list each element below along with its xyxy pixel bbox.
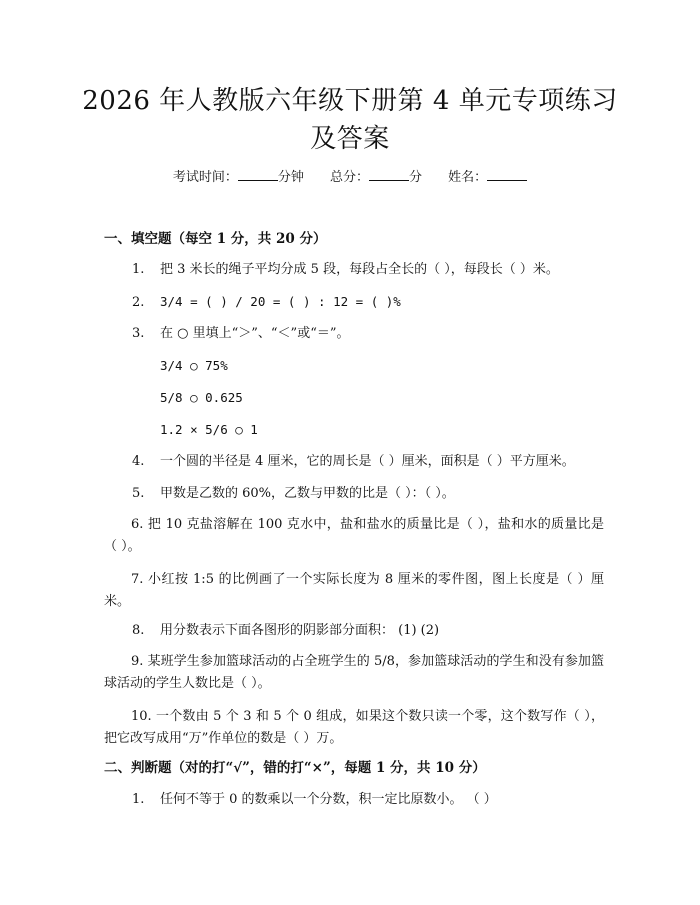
exam-time [173, 167, 304, 188]
question-number: 1. [132, 792, 145, 807]
question-text: 甲数是乙数的 60%，乙数与甲数的比是（ ）：（ ）。 [160, 486, 455, 501]
question-1-3-item-a: 3/4 ○ 75% [160, 358, 228, 373]
question-text: 在 ○ 里填上“＞”、“＜”或“＝”。 [160, 326, 350, 341]
question-text: 用分数表示下面各图形的阴影部分面积： (1) (2) [160, 623, 440, 638]
question-1-3-item-b: 5/8 ○ 0.625 [160, 390, 243, 405]
question-1-6: 6. 把 10 克盐溶解在 100 克水中，盐和盐水的质量比是（ ），盐和水的质量比是（ ）。 [104, 517, 604, 554]
question-1-4 [132, 452, 575, 472]
student-name-label: 姓名： [448, 170, 488, 185]
student-name [448, 167, 527, 188]
section-true-false-heading: 二、判断题（对的打“√”，错的打“×”，每题 1 分，共 10 分） [104, 760, 486, 776]
question-text: 3/4 = ( ) / 20 = ( ) : 12 = ( )% [160, 294, 401, 309]
section-fill-in-heading: 一、填空题（每空 1 分，共 20 分） [104, 231, 327, 247]
page-title-line-1: 2026 年人教版六年级下册第 4 单元专项练习 [82, 86, 618, 116]
question-1-9: 9. 某班学生参加篮球活动的占全班学生的 5/8，参加篮球活动的学生和没有参加篮球活动的学生人数比是（ ）。 [104, 654, 604, 691]
question-1-3 [132, 324, 349, 344]
question-number: 3. [132, 326, 145, 341]
exam-score-unit: 分 [409, 170, 423, 185]
exam-score-label: 总分： [329, 170, 369, 185]
exam-time-blank [238, 167, 278, 181]
exam-time-label: 考试时间： [172, 170, 238, 185]
question-number: 5. [132, 486, 145, 501]
question-2-1 [132, 790, 497, 810]
question-text: 一个圆的半径是 4 厘米，它的周长是（ ）厘米，面积是（ ）平方厘米。 [160, 454, 575, 469]
question-1-2 [132, 292, 401, 313]
question-1-3-item-c: 1.2 × 5/6 ○ 1 [160, 422, 258, 437]
question-1-1 [132, 260, 559, 280]
exam-time-unit: 分钟 [277, 170, 304, 185]
question-1-10: 10. 一个数由 5 个 3 和 5 个 0 组成，如果这个数只读一个零，这个数写作（ ），把它改写成用“万”作单位的数是（ ）万。 [104, 709, 604, 746]
exam-score-blank [369, 167, 409, 181]
question-1-7: 7. 小红按 1:5 的比例画了一个实际长度为 8 厘米的零件图，图上长度是（ ）厘米。 [104, 572, 604, 609]
exam-meta [0, 167, 700, 188]
question-1-8 [132, 621, 439, 641]
page-title-line-2: 及答案 [310, 124, 390, 154]
question-1-5 [132, 484, 455, 504]
question-number: 2. [132, 295, 145, 310]
question-number: 4. [132, 454, 145, 469]
exam-score [330, 167, 422, 188]
question-text: 任何不等于 0 的数乘以一个分数，积一定比原数小。 （ ） [160, 792, 497, 807]
question-text: 把 3 米长的绳子平均分成 5 段，每段占全长的（ ），每段长（ ）米。 [160, 262, 559, 277]
question-number: 8. [132, 623, 145, 638]
student-name-blank [487, 167, 527, 181]
question-number: 1. [132, 262, 145, 277]
